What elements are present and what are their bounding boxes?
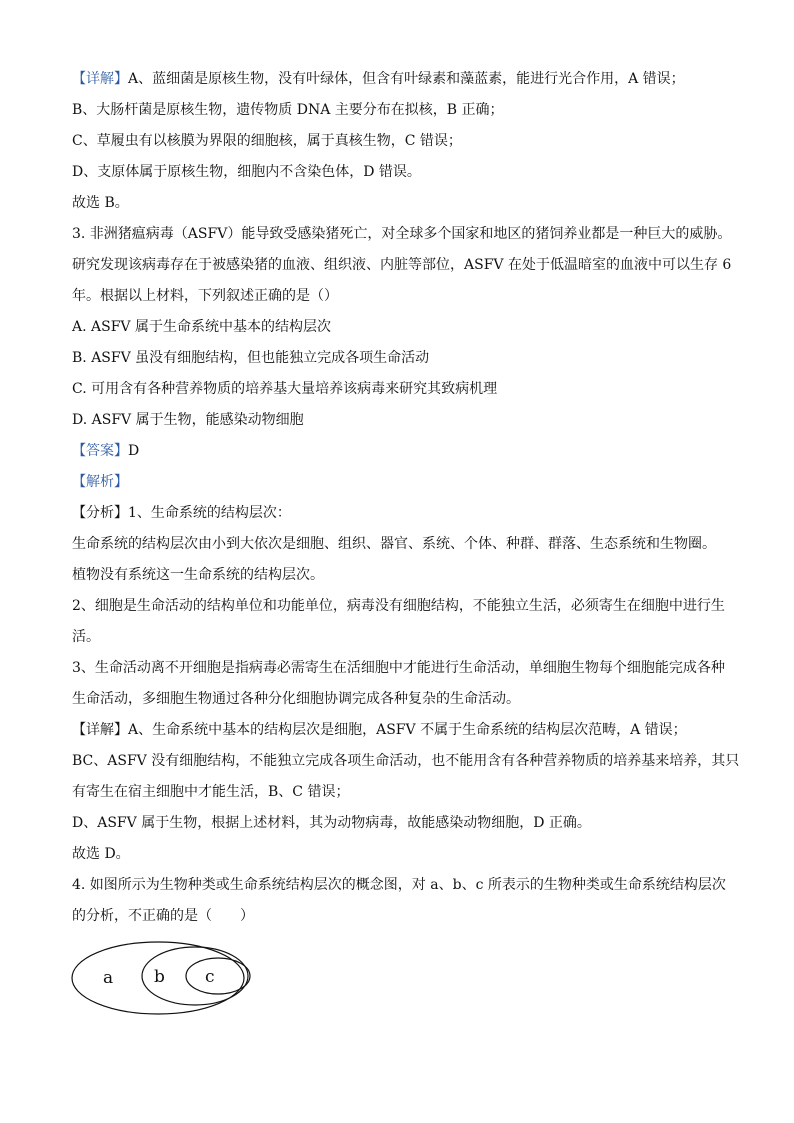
q3-analysis-line6: 3、生命活动离不开细胞是指病毒必需寄生在活细胞中才能进行生命活动，单细胞生物每个细胞能完成各种 xyxy=(72,660,725,676)
q3-analysis-tag: 【解析】 xyxy=(72,474,128,490)
concept-diagram xyxy=(70,940,260,1020)
analysis-sub-tag: 【分析】 xyxy=(72,505,128,521)
q3-stem-line3: 年。根据以上材料，下列叙述正确的是（） xyxy=(72,288,338,304)
q3-analysis-line3: 植物没有系统这一生命系统的结构层次。 xyxy=(72,567,324,583)
answer-tag: 【答案】 xyxy=(72,443,128,459)
q3-analysis-line4: 2、细胞是生命活动的结构单位和功能单位，病毒没有细胞结构，不能独立生活，必须寄生在细胞中进行生 xyxy=(72,598,725,614)
q3-analysis-line1: 【分析】1、生命系统的结构层次： xyxy=(72,505,291,521)
q3-analysis-line5: 活。 xyxy=(72,629,100,645)
q2-line-c: C、草履虫有以核膜为界限的细胞核，属于真核生物，C 错误； xyxy=(72,133,462,149)
q2-line-d: D、支原体属于原核生物，细胞内不含染色体，D 错误。 xyxy=(72,164,421,180)
answer-value: D xyxy=(128,443,140,459)
q4-stem-line1: 4. 如图所示为生物种类或生命系统结构层次的概念图，对 a、b、c 所表示的生物种类或生命系统结构层次 xyxy=(72,877,726,893)
document-page xyxy=(72,64,740,932)
q4-stem-line2: 的分析，不正确的是（ ） xyxy=(72,908,254,924)
label-b: b xyxy=(154,967,165,987)
q2-line-b: B、大肠杆菌是原核生物，遗传物质 DNA 主要分布在拟核，B 正确； xyxy=(72,102,504,118)
q3-option-d: D. ASFV 属于生物，能感染动物细胞 xyxy=(72,412,304,428)
q3-conclusion: 故选 D。 xyxy=(72,846,130,862)
inner-ellipse-c xyxy=(186,958,250,994)
q3-analysis-line2: 生命系统的结构层次由小到大依次是细胞、组织、器官、系统、个体、种群、群落、生态系统和生物圈。 xyxy=(72,536,716,552)
q3-detail-line1: 【详解】A、生命系统中基本的结构层次是细胞，ASFV 不属于生命系统的结构层次范畴，A 错误； xyxy=(72,722,687,738)
q2-conclusion: 故选 B。 xyxy=(72,195,129,211)
q3-detail-line2: BC、ASFV 没有细胞结构，不能独立完成各项生命活动，也不能用含有各种营养物质的培养基来培养，其只 xyxy=(72,753,740,769)
q3-option-a: A. ASFV 属于生命系统中基本的结构层次 xyxy=(72,319,331,335)
q2-detail-line: 【详解】A、蓝细菌是原核生物，没有叶绿体，但含有叶绿素和藻蓝素，能进行光合作用，A 错误； xyxy=(72,71,685,87)
detail-tag: 【详解】 xyxy=(72,71,128,87)
label-c: c xyxy=(205,967,215,987)
q3-detail-line3: 有寄生在宿主细胞中才能生活，B、C 错误； xyxy=(72,784,350,800)
q3-stem-line2: 研究发现该病毒存在于被感染猪的血液、组织液、内脏等部位，ASFV 在处于低温暗室的血液中可以生存 6 xyxy=(72,257,732,273)
label-a: a xyxy=(103,968,114,988)
detail-tag: 【详解】 xyxy=(72,722,128,738)
q3-option-c: C. 可用含有各种营养物质的培养基大量培养该病毒来研究其致病机理 xyxy=(72,381,498,397)
q3-detail-line4: D、ASFV 属于生物，根据上述材料，其为动物病毒，故能感染动物细胞，D 正确。 xyxy=(72,815,591,831)
q3-stem-line1: 3. 非洲猪瘟病毒（ASFV）能导致受感染猪死亡，对全球多个国家和地区的猪饲养业都是一种巨大的威胁。 xyxy=(72,226,732,242)
q3-analysis-line7: 生命活动，多细胞生物通过各种分化细胞协调完成各种复杂的生命活动。 xyxy=(72,691,520,707)
q3-option-b: B. ASFV 虽没有细胞结构，但也能独立完成各项生命活动 xyxy=(72,350,430,366)
q3-answer xyxy=(72,436,732,467)
